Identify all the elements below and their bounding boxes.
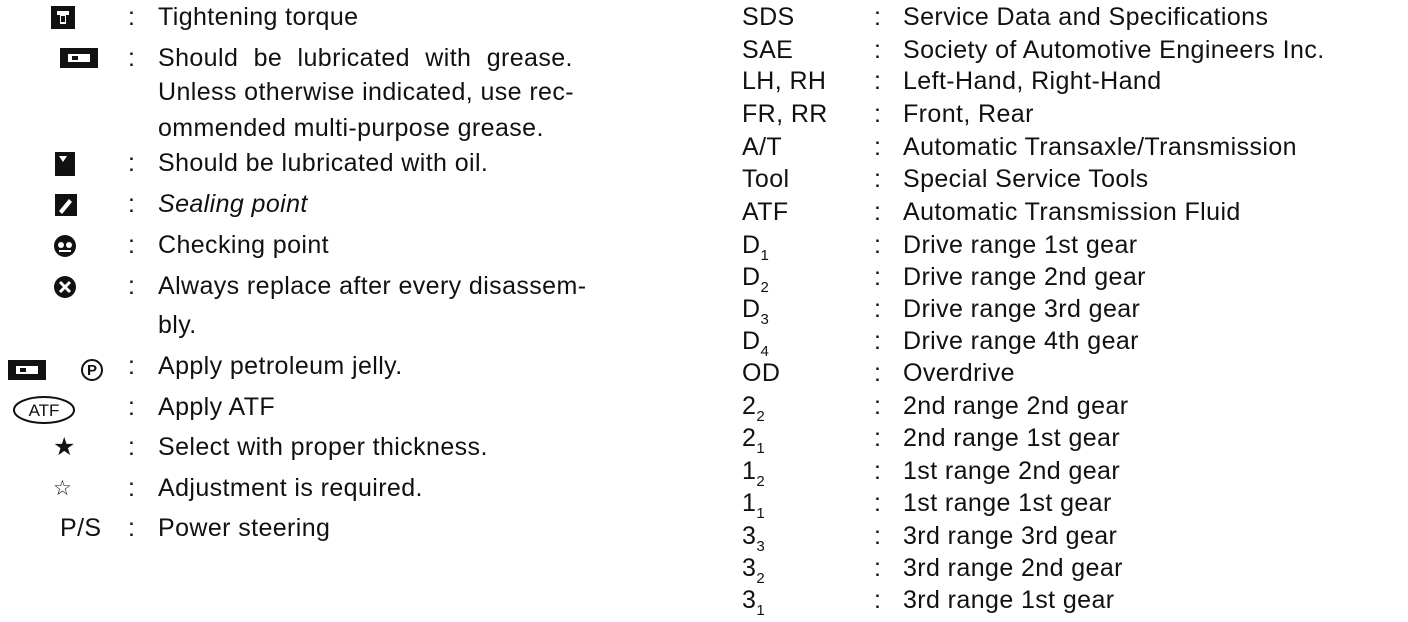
abbr: D xyxy=(742,231,761,259)
colon: : xyxy=(874,67,882,95)
abbr-subscript: 2 xyxy=(756,473,766,490)
abbr: D xyxy=(742,295,761,323)
abbr: ATF xyxy=(742,198,789,226)
colon: : xyxy=(874,424,882,452)
grease-icon xyxy=(60,48,98,68)
abbr-subscript: 1 xyxy=(760,247,770,264)
colon: : xyxy=(874,327,882,355)
colon: : xyxy=(874,231,882,259)
legend-desc: Sealing point xyxy=(158,190,308,218)
abbr: SAE xyxy=(742,36,794,64)
abbr-subscript: 2 xyxy=(760,279,770,296)
abbr-subscript: 3 xyxy=(756,538,766,555)
abbr-desc: Front, Rear xyxy=(903,100,1034,128)
colon: : xyxy=(874,198,882,226)
legend-desc-line: ommended multi-purpose grease. xyxy=(158,114,544,142)
legend-desc-line: Should be lubricated with grease. xyxy=(158,44,573,72)
abbr-desc: Drive range 4th gear xyxy=(903,327,1139,355)
abbr-desc: Service Data and Specifications xyxy=(903,3,1269,31)
abbr: FR, RR xyxy=(742,100,828,128)
abbr-desc: 1st range 1st gear xyxy=(903,489,1112,517)
svg-text:P: P xyxy=(86,362,98,379)
colon: : xyxy=(874,3,882,31)
colon: : xyxy=(874,359,882,387)
atf-symbol-text: ATF xyxy=(28,401,60,420)
legend-desc: Apply petroleum jelly. xyxy=(158,352,403,380)
legend-desc-line: Always replace after every disassem- xyxy=(158,272,587,300)
abbr-desc: 2nd range 2nd gear xyxy=(903,392,1129,420)
legend-desc: Tightening torque xyxy=(158,3,359,31)
colon: : xyxy=(874,263,882,291)
legend-desc: Checking point xyxy=(158,231,329,259)
colon: : xyxy=(128,3,136,31)
abbr: A/T xyxy=(742,133,783,161)
colon: : xyxy=(874,457,882,485)
abbr: LH, RH xyxy=(742,67,827,95)
abbr-desc: Automatic Transmission Fluid xyxy=(903,198,1241,226)
abbr-desc: 2nd range 1st gear xyxy=(903,424,1121,452)
abbr: 2 xyxy=(742,392,757,420)
abbr: D xyxy=(742,263,761,291)
abbr-desc: Overdrive xyxy=(903,359,1015,387)
colon: : xyxy=(874,100,882,128)
oil-can-icon xyxy=(54,151,76,177)
colon: : xyxy=(128,149,136,177)
abbr-desc: 3rd range 2nd gear xyxy=(903,554,1123,582)
abbr-desc: Left-Hand, Right-Hand xyxy=(903,67,1162,95)
legend-desc: Power steering xyxy=(158,514,331,542)
abbr-desc: Drive range 1st gear xyxy=(903,231,1138,259)
legend-desc-line: bly. xyxy=(158,311,197,339)
colon: : xyxy=(128,433,136,461)
colon: : xyxy=(128,393,136,421)
abbr: 1 xyxy=(742,457,757,485)
colon: : xyxy=(874,36,882,64)
abbr-subscript: 2 xyxy=(756,408,766,425)
legend-desc-line: Unless otherwise indicated, use rec- xyxy=(158,78,574,106)
abbr-desc: Drive range 2nd gear xyxy=(903,263,1146,291)
colon: : xyxy=(128,474,136,502)
abbr: SDS xyxy=(742,3,795,31)
colon: : xyxy=(874,522,882,550)
petroleum-jelly-icon xyxy=(8,358,104,382)
torque-wrench-icon xyxy=(50,5,76,30)
abbr: OD xyxy=(742,359,781,387)
abbr: 2 xyxy=(742,424,757,452)
checking-icon xyxy=(53,234,77,258)
colon: : xyxy=(874,133,882,161)
abbr-desc: 3rd range 1st gear xyxy=(903,586,1115,614)
abbr-subscript: 4 xyxy=(760,343,770,360)
replace-icon xyxy=(53,275,77,299)
abbr: 3 xyxy=(742,522,757,550)
abbr: D xyxy=(742,327,761,355)
filled-star-icon: ★ xyxy=(53,433,76,461)
legend-desc: Select with proper thickness. xyxy=(158,433,488,461)
abbr-desc: 1st range 2nd gear xyxy=(903,457,1121,485)
legend-desc: Should be lubricated with oil. xyxy=(158,149,489,177)
abbr-desc: Special Service Tools xyxy=(903,165,1149,193)
abbr-desc: Automatic Transaxle/Transmission xyxy=(903,133,1297,161)
abbr-subscript: 2 xyxy=(756,570,766,587)
abbr-subscript: 1 xyxy=(756,602,766,619)
colon: : xyxy=(874,165,882,193)
abbr: 3 xyxy=(742,554,757,582)
legend-desc: Apply ATF xyxy=(158,393,276,421)
abbr-desc: Society of Automotive Engineers Inc. xyxy=(903,36,1325,64)
outline-star-icon: ☆ xyxy=(53,477,73,500)
abbr: 3 xyxy=(742,586,757,614)
abbr: Tool xyxy=(742,165,790,193)
abbr-desc: 3rd range 3rd gear xyxy=(903,522,1118,550)
colon: : xyxy=(874,489,882,517)
abbr-subscript: 3 xyxy=(760,311,770,328)
colon: : xyxy=(128,190,136,218)
legend-desc: Adjustment is required. xyxy=(158,474,423,502)
colon: : xyxy=(128,352,136,380)
colon: : xyxy=(874,554,882,582)
power-steering-symbol: P/S xyxy=(60,514,102,542)
colon: : xyxy=(874,586,882,614)
colon: : xyxy=(128,514,136,542)
abbr: 1 xyxy=(742,489,757,517)
abbr-subscript: 1 xyxy=(756,505,766,522)
colon: : xyxy=(128,272,136,300)
abbr-desc: Drive range 3rd gear xyxy=(903,295,1141,323)
colon: : xyxy=(128,231,136,259)
sealing-icon xyxy=(54,193,78,217)
abbr-subscript: 1 xyxy=(756,440,766,457)
atf-icon xyxy=(12,395,76,425)
colon: : xyxy=(128,44,136,72)
colon: : xyxy=(874,295,882,323)
colon: : xyxy=(874,392,882,420)
